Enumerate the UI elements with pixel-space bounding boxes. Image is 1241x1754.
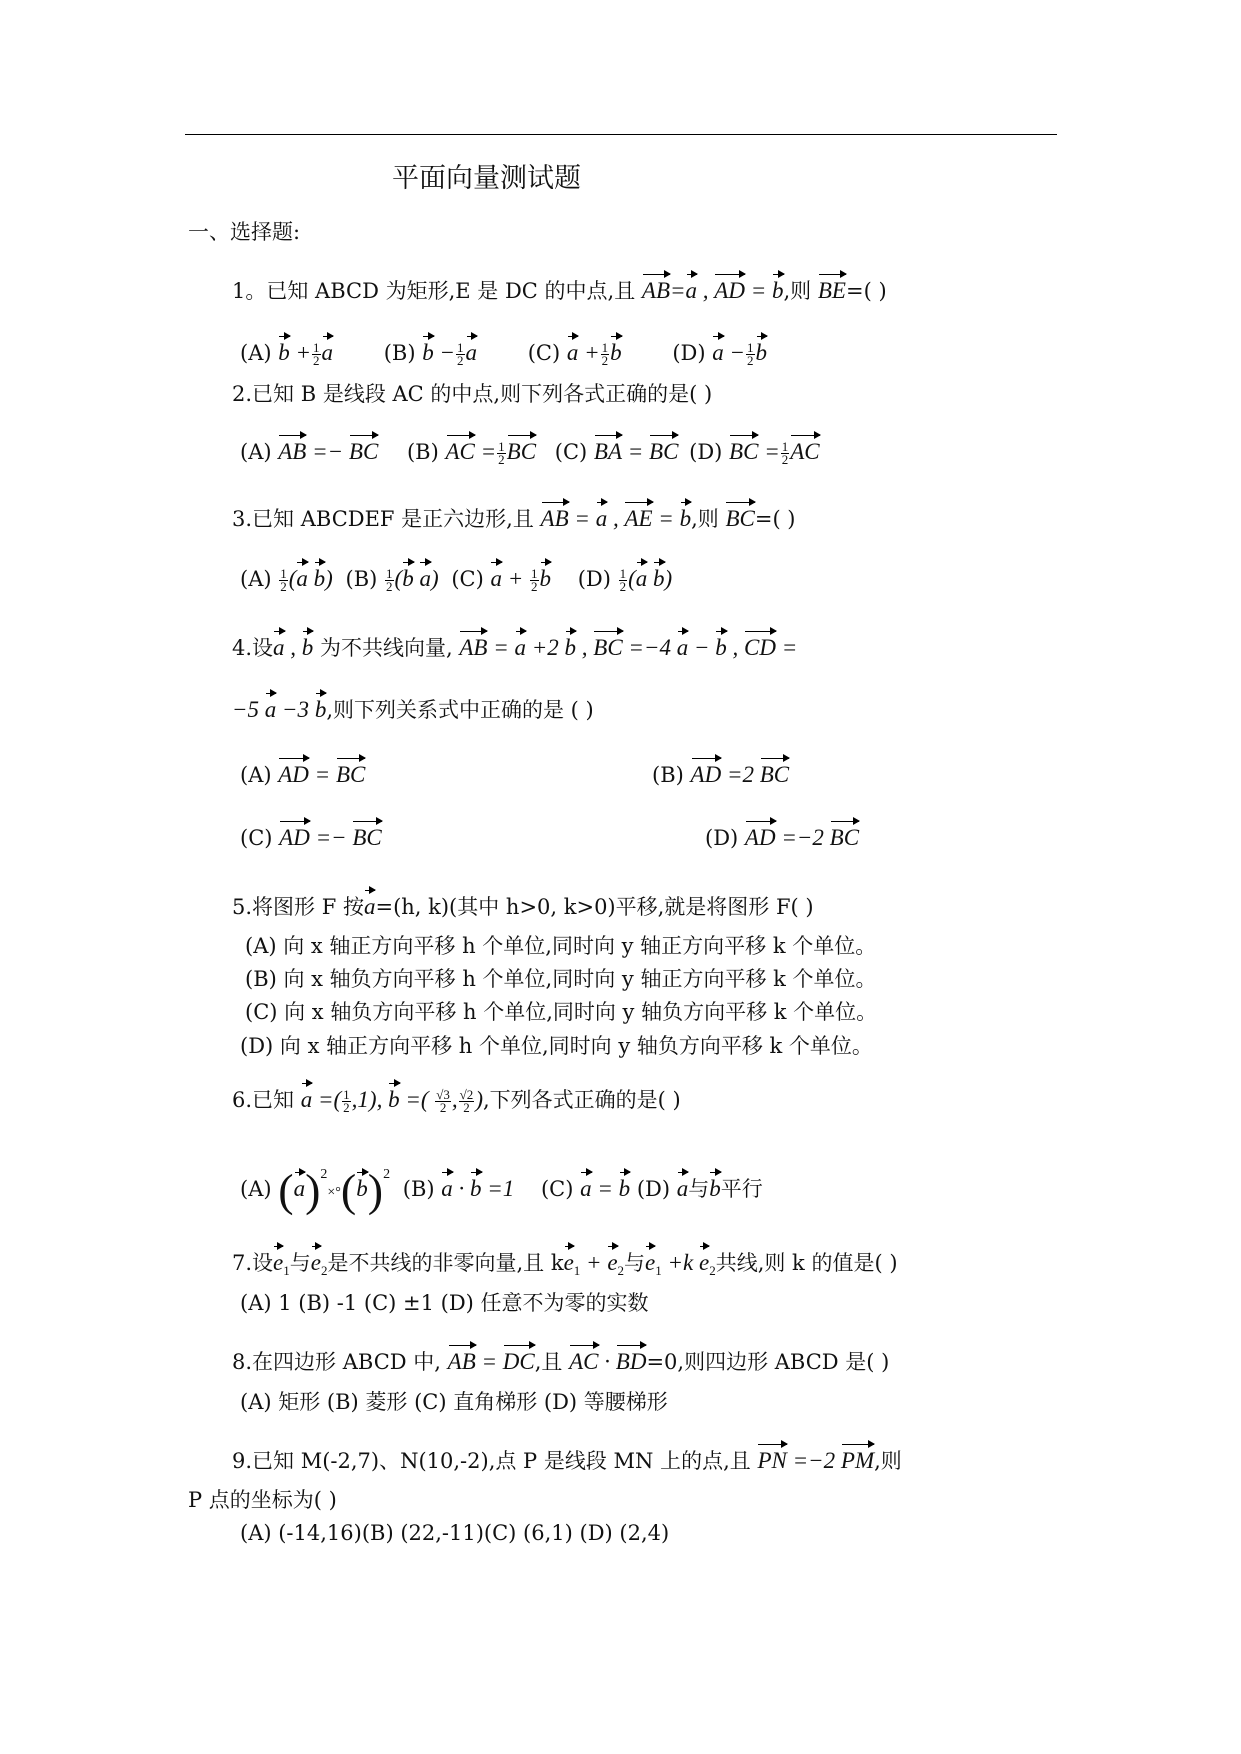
question-9-options: (A) (-14,16)(B) (22,-11)(C) (6,1) (D) (2,4) — [240, 1521, 670, 1545]
question-9-line2: P 点的坐标为( ) — [188, 1488, 337, 1512]
question-1-options: (A) b + $\frac{1}{2}$ a (B) b − $\frac{1}{2}$ a (C) a + $\frac{1}{2}$ b (D) a − $\frac{1}{2}$ b — [240, 340, 768, 369]
q5-option-b: (B) 向 x 轴负方向平移 h 个单位,同时向 y 轴正方向平移 k 个单位。 — [245, 967, 877, 991]
q4-option-c: (C) AD =− BC — [240, 825, 382, 850]
q4-option-b: (B) AD =2 BC — [652, 762, 790, 787]
question-7: 7.设$e_1$与$e_2$是不共线的非零向量,且 $ke_1 + e_2$与$e_1 +k$ $e_2$共线,则 k 的值是( ) — [232, 1250, 898, 1278]
question-1: 1。已知 ABCD 为矩形,E 是 DC 的中点,且 AB=a , AD = b,则 BE=( ) — [232, 278, 887, 303]
page-title: 平面向量测试题 — [392, 163, 581, 194]
question-5: 5.将图形 F 按a=(h, k)(其中 h>0, k>0)平移,就是将图形 F( ) — [232, 894, 814, 919]
q5-option-a: (A) 向 x 轴正方向平移 h 个单位,同时向 y 轴正方向平移 k 个单位。 — [245, 934, 877, 958]
question-6-options: (A) $(a)^2\times^\circ(b)^2$ (B) a · b =1 (C) a = b (D) a与b平行 — [240, 1164, 763, 1216]
question-4: 4.设a , b 为不共线向量, AB = a +2 b , BC =−4 a − b , CD = — [232, 635, 798, 660]
q1-stem: 1。已知 ABCD 为矩形,E 是 DC 的中点,且 — [232, 279, 636, 303]
question-2: 2.已知 B 是线段 AC 的中点,则下列各式正确的是( ) — [232, 382, 713, 406]
header-rule — [185, 134, 1057, 135]
q4-option-a: (A) AD = BC — [240, 762, 366, 787]
question-8-options: (A) 矩形 (B) 菱形 (C) 直角梯形 (D) 等腰梯形 — [240, 1390, 668, 1414]
question-2-options: (A) AB =− BC (B) AC = $\frac{1}{2}$ BC (C) BA = BC (D) BC = $\frac{1}{2}$ AC — [240, 439, 820, 468]
q1-formula: AB=a , AD = b — [641, 278, 784, 303]
q5-option-d: (D) 向 x 轴正方向平移 h 个单位,同时向 y 轴负方向平移 k 个单位。 — [240, 1034, 873, 1058]
q4-option-d: (D) AD =−2 BC — [705, 825, 860, 850]
question-7-options: (A) 1 (B) -1 (C) ±1 (D) 任意不为零的实数 — [240, 1291, 649, 1315]
question-4-line2: −5 a −3 b,则下列关系式中正确的是 ( ) — [232, 697, 594, 722]
question-8: 8.在四边形 ABCD 中, AB = DC,且 AC · BD=0,则四边形 ABCD 是( ) — [232, 1349, 890, 1374]
question-9: 9.已知 M(-2,7)、N(10,-2),点 P 是线段 MN 上的点,且 PN =−2 PM,则 — [232, 1448, 902, 1473]
q5-option-c: (C) 向 x 轴负方向平移 h 个单位,同时向 y 轴负方向平移 k 个单位。 — [245, 1000, 878, 1024]
question-6: 6.已知 a =( $\frac{1}{2}$ ,1), b =( $\frac{√3}{2}$ , $\frac{√2}{2}$ ),下列各式正确的是( ) — [232, 1087, 681, 1116]
question-3-options: (A) $\frac{1}{2}$ (a b) (B) $\frac{1}{2}$ (b a) (C) a + $\frac{1}{2}$ b (D) $\frac{1}{2}$ (a b) — [240, 566, 673, 595]
question-3: 3.已知 ABCDEF 是正六边形,且 AB = a , AE = b,则 BC=( ) — [232, 506, 796, 531]
section-heading: 一、选择题: — [188, 220, 301, 244]
